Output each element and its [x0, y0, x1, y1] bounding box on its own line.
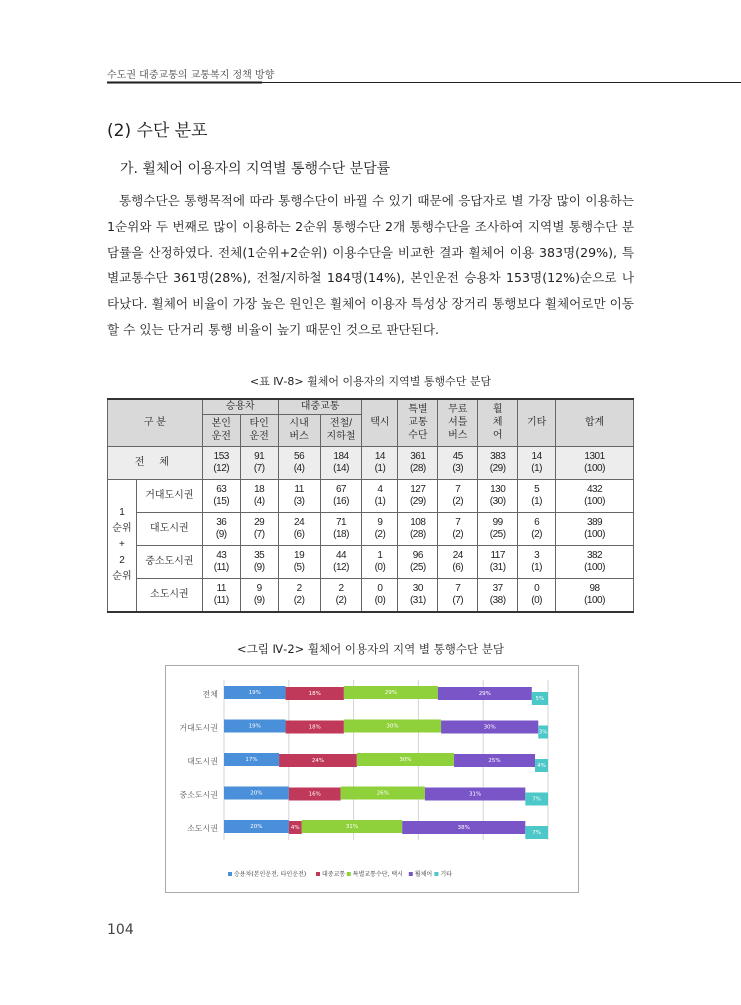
data-label: 20% [250, 790, 263, 797]
header-total: 합계 [556, 399, 634, 446]
data-label: 16% [308, 791, 321, 798]
cell: 14 (1) [518, 446, 556, 479]
table-row-total [108, 446, 634, 479]
figure-caption: <그림 Ⅳ-2> 휠체어 이용자의 지역 별 통행수단 분담 [237, 642, 504, 656]
header-special-transport: 특별 교통 수단 [398, 399, 438, 446]
cell: 0 (0) [518, 578, 556, 612]
cell: 30 (31) [398, 578, 438, 612]
cell: 37 (38) [478, 578, 518, 612]
cell: 7 (2) [438, 479, 478, 512]
data-label: 30% [483, 724, 496, 731]
cell: 43 (11) [202, 545, 240, 578]
category-label: 대도시권 [187, 757, 218, 766]
cell: 382 (100) [556, 545, 634, 578]
data-label: 30% [399, 757, 412, 763]
cell: 9 (2) [362, 512, 398, 545]
data-label: 29% [384, 690, 397, 696]
header-rule [107, 82, 741, 83]
legend-label: 대중교통 [322, 871, 346, 878]
chart-svg [166, 666, 578, 892]
cell: 2 (2) [320, 578, 362, 612]
header-subway: 전철/ 지하철 [320, 414, 362, 446]
cell: 389 (100) [556, 512, 634, 545]
cell: 361 (28) [398, 446, 438, 479]
data-label: 18% [308, 691, 321, 697]
cell: 67 (16) [320, 479, 362, 512]
cell: 45 (3) [438, 446, 478, 479]
cell: 96 (25) [398, 545, 438, 578]
section-title: (2) 수단 분포 [107, 121, 208, 141]
data-label: 38% [457, 825, 470, 831]
running-header: 수도권 대중교통의 교통복지 정책 방향 [107, 70, 275, 81]
cell: 1 (0) [362, 545, 398, 578]
cell: 11 (11) [202, 578, 240, 612]
data-label: 7% [532, 796, 542, 803]
data-label: 19% [248, 723, 261, 730]
cell: 36 (9) [202, 512, 240, 545]
header-wheelchair: 휠 체 어 [478, 399, 518, 446]
row-label: 중소도시권 [136, 545, 202, 578]
data-label: 18% [308, 724, 321, 731]
mode-share-table [107, 398, 634, 613]
cell: 71 (18) [320, 512, 362, 545]
cell: 56 (4) [278, 446, 320, 479]
cell: 4 (1) [362, 479, 398, 512]
legend-swatch [409, 872, 413, 876]
data-label: 4% [290, 825, 300, 831]
category-label: 전체 [202, 690, 218, 699]
cell: 7 (7) [438, 578, 478, 612]
header-gubun: 구 분 [108, 399, 203, 446]
cell: 9 (9) [240, 578, 278, 612]
table-row [108, 479, 634, 512]
category-label: 중소도시권 [179, 790, 218, 800]
cell: 35 (9) [240, 545, 278, 578]
cell: 18 (4) [240, 479, 278, 512]
data-label: 25% [488, 758, 501, 764]
cell: 5 (1) [518, 479, 556, 512]
cell: 24 (6) [438, 545, 478, 578]
cell: 184 (14) [320, 446, 362, 479]
cell: 0 (0) [362, 578, 398, 612]
cell: 108 (28) [398, 512, 438, 545]
cell: 29 (7) [240, 512, 278, 545]
cell: 432 (100) [556, 479, 634, 512]
legend-swatch [434, 872, 438, 876]
header-city-bus: 시내 버스 [278, 414, 320, 446]
data-label: 4% [537, 763, 546, 769]
category-label: 거대도시권 [179, 723, 218, 733]
data-label: 19% [248, 690, 261, 696]
header-self-drive: 본인 운전 [202, 414, 240, 446]
stacked-bar-chart [165, 665, 579, 893]
table-row [108, 545, 634, 578]
header-car: 승용차 [202, 399, 278, 414]
cell: 14 (1) [362, 446, 398, 479]
row-label: 소도시권 [136, 578, 202, 612]
table-row [108, 512, 634, 545]
data-label: 17% [245, 757, 258, 763]
subsection-title: 가. 휠체어 이용자의 지역별 통행수단 분담률 [120, 161, 391, 177]
row-label: 거대도시권 [136, 479, 202, 512]
category-label: 소도시권 [187, 824, 218, 833]
page-number: 104 [107, 922, 134, 938]
cell: 2 (2) [278, 578, 320, 612]
cell: 99 (25) [478, 512, 518, 545]
legend-swatch [228, 872, 232, 876]
legend-swatch [316, 872, 320, 876]
data-label: 24% [311, 758, 325, 764]
cell: 44 (12) [320, 545, 362, 578]
group-label: 1 순위 + 2 순위 [108, 479, 137, 612]
data-label: 29% [478, 691, 491, 697]
data-label: 30% [386, 723, 399, 730]
legend-swatch [347, 872, 351, 876]
cell: 98 (100) [556, 578, 634, 612]
data-label: 3% [538, 729, 548, 736]
cell: 127 (29) [398, 479, 438, 512]
data-label: 31% [345, 824, 359, 830]
row-label: 대도시권 [136, 512, 202, 545]
cell: 1301 (100) [556, 446, 634, 479]
cell: 63 (15) [202, 479, 240, 512]
row-label-total: 전 체 [108, 446, 203, 479]
legend-label: 기타 [440, 871, 452, 878]
data-label: 7% [532, 830, 542, 836]
cell: 3 (1) [518, 545, 556, 578]
cell: 24 (6) [278, 512, 320, 545]
cell: 153 (12) [202, 446, 240, 479]
data-label: 20% [250, 824, 263, 830]
data-label: 26% [376, 790, 389, 797]
table-row [108, 578, 634, 612]
legend-label: 승용차(본인운전, 타인운전) [234, 871, 307, 878]
cell: 19 (5) [278, 545, 320, 578]
body-paragraph: 통행수단은 통행목적에 따라 통행수단이 바뀔 수 있기 때문에 응답자로 별 가장 많이 이용하는 1순위와 두 번째로 많이 이용하는 2순위 통행수단 2개 통행수단을 조사하여 지역별 통행수단 분담률을 산정하였다. 전체(1순위+2순위) 이용수단을 비교한 결과 휠체어 이용 383명(29%), 특별교통수단 361명(28%), 전철/지하철 184명(14%), 본인운전 승용차 153명(12%)순으로 나타났다. 휠체어 비율이 가장 높은 원인은 휠체어 이용자 특성상 장거리 통행보다 휠체어로만 이동할 수 있는 단거리 통행 비율이 높기 때문인 것으로 판단된다. [107, 193, 634, 337]
cell: 91 (7) [240, 446, 278, 479]
cell: 383 (29) [478, 446, 518, 479]
header-free-shuttle: 무료 셔틀 버스 [438, 399, 478, 446]
table-caption: <표 Ⅳ-8> 휠체어 이용자의 지역별 통행수단 분담 [249, 375, 492, 388]
cell: 130 (30) [478, 479, 518, 512]
data-label: 5% [535, 696, 545, 702]
cell: 6 (2) [518, 512, 556, 545]
cell: 117 (31) [478, 545, 518, 578]
cell: 11 (3) [278, 479, 320, 512]
header-public-transit: 대중교통 [278, 399, 362, 414]
header-taxi: 택시 [362, 399, 398, 446]
cell: 7 (2) [438, 512, 478, 545]
data-label: 31% [468, 791, 482, 798]
legend-label: 특별교통수단, 택시 [352, 871, 403, 878]
header-other-drive: 타인 운전 [240, 414, 278, 446]
header-etc: 기타 [518, 399, 556, 446]
legend-label: 휠체어 [414, 871, 433, 878]
